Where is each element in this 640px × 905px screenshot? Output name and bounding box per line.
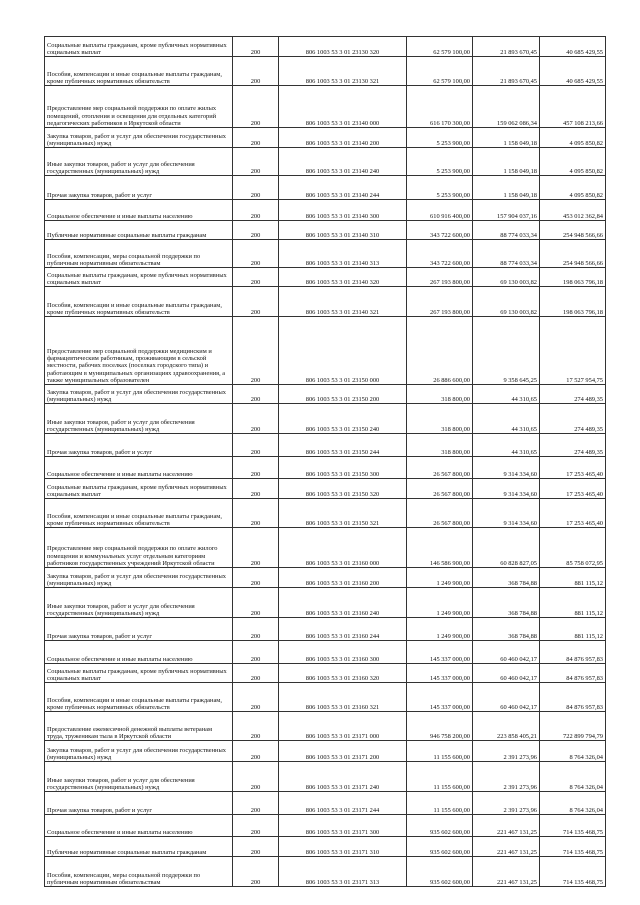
executed-amount-cell: 157 904 037,16 [473,200,540,221]
indicator-name-cell: Прочая закупка товаров, работ и услуг [45,618,233,641]
line-code-cell: 200 [233,762,279,792]
line-code-cell: 200 [233,479,279,499]
approved-amount-cell: 343 722 600,00 [407,240,473,268]
indicator-name-cell: Закупка товаров, работ и услуг для обеспечения государственных (муниципальных) нужд [45,568,233,588]
executed-amount-cell: 1 158 049,18 [473,176,540,200]
approved-amount-cell: 1 249 900,00 [407,588,473,618]
table-row [45,568,606,588]
line-code-cell: 200 [233,664,279,683]
executed-amount-cell: 9 314 334,60 [473,499,540,528]
line-code-cell: 200 [233,37,279,57]
unexecuted-amount-cell: 714 135 468,75 [540,857,606,887]
budget-classification-code-cell: 806 1003 53 3 01 23140 321 [279,287,407,317]
approved-amount-cell: 343 722 600,00 [407,221,473,240]
executed-amount-cell: 60 460 042,17 [473,641,540,664]
unexecuted-amount-cell: 8 764 326,04 [540,741,606,762]
table-row [45,385,606,404]
unexecuted-amount-cell: 84 876 957,83 [540,683,606,712]
line-code-cell: 200 [233,287,279,317]
unexecuted-amount-cell: 84 876 957,83 [540,641,606,664]
budget-classification-code-cell: 806 1003 53 3 01 23150 300 [279,457,407,479]
line-code-cell: 200 [233,148,279,176]
approved-amount-cell: 145 337 000,00 [407,664,473,683]
unexecuted-amount-cell: 457 108 213,66 [540,86,606,128]
budget-classification-code-cell: 806 1003 53 3 01 23140 200 [279,128,407,148]
line-code-cell: 200 [233,86,279,128]
executed-amount-cell: 221 467 131,25 [473,815,540,837]
approved-amount-cell: 935 602 600,00 [407,815,473,837]
budget-classification-code-cell: 806 1003 53 3 01 23150 200 [279,385,407,404]
approved-amount-cell: 145 337 000,00 [407,683,473,712]
line-code-cell: 200 [233,815,279,837]
indicator-name-cell: Иные закупки товаров, работ и услуг для обеспечения государственных (муниципальных) нужд [45,762,233,792]
executed-amount-cell: 21 893 670,45 [473,57,540,86]
approved-amount-cell: 1 249 900,00 [407,618,473,641]
indicator-name-cell: Закупка товаров, работ и услуг для обеспечения государственных (муниципальных) нужд [45,128,233,148]
line-code-cell: 200 [233,568,279,588]
table-row [45,176,606,200]
approved-amount-cell: 946 758 200,00 [407,712,473,741]
line-code-cell: 200 [233,792,279,815]
unexecuted-amount-cell: 40 685 429,55 [540,37,606,57]
table-row [45,528,606,568]
table-row [45,128,606,148]
budget-classification-code-cell: 806 1003 53 3 01 23150 000 [279,317,407,385]
indicator-name-cell: Пособия, компенсации и иные социальные выплаты гражданам, кроме публичных нормативных обязательств [45,683,233,712]
table-row [45,240,606,268]
budget-classification-code-cell: 806 1003 53 3 01 23160 240 [279,588,407,618]
line-code-cell: 200 [233,385,279,404]
budget-classification-code-cell: 806 1003 53 3 01 23140 000 [279,86,407,128]
table-row [45,317,606,385]
executed-amount-cell: 88 774 033,34 [473,221,540,240]
approved-amount-cell: 26 886 600,00 [407,317,473,385]
budget-classification-code-cell: 806 1003 53 3 01 23171 240 [279,762,407,792]
line-code-cell: 200 [233,200,279,221]
unexecuted-amount-cell: 17 253 465,40 [540,457,606,479]
budget-classification-code-cell: 806 1003 53 3 01 23140 313 [279,240,407,268]
executed-amount-cell: 44 310,65 [473,404,540,434]
unexecuted-amount-cell: 17 253 465,40 [540,499,606,528]
indicator-name-cell: Предоставление мер социальной поддержки по оплате жилых помещений, отопления и освещения для отдельных категорий педагогических работников в Иркутской области [45,86,233,128]
approved-amount-cell: 1 249 900,00 [407,568,473,588]
approved-amount-cell: 146 586 900,00 [407,528,473,568]
table-row [45,641,606,664]
line-code-cell: 200 [233,317,279,385]
budget-classification-code-cell: 806 1003 53 3 01 23160 300 [279,641,407,664]
table-row [45,815,606,837]
budget-classification-code-cell: 806 1003 53 3 01 23140 320 [279,268,407,287]
executed-amount-cell: 9 358 645,25 [473,317,540,385]
table-row [45,664,606,683]
line-code-cell: 200 [233,499,279,528]
table-row [45,457,606,479]
approved-amount-cell: 26 567 800,00 [407,479,473,499]
table-row [45,712,606,741]
indicator-name-cell: Иные закупки товаров, работ и услуг для обеспечения государственных (муниципальных) нужд [45,148,233,176]
indicator-name-cell: Закупка товаров, работ и услуг для обеспечения государственных (муниципальных) нужд [45,741,233,762]
line-code-cell: 200 [233,588,279,618]
approved-amount-cell: 5 253 900,00 [407,148,473,176]
unexecuted-amount-cell: 17 527 954,75 [540,317,606,385]
table-row [45,57,606,86]
indicator-name-cell: Закупка товаров, работ и услуг для обеспечения государственных (муниципальных) нужд [45,385,233,404]
table-row [45,741,606,762]
unexecuted-amount-cell: 881 115,12 [540,588,606,618]
indicator-name-cell: Социальные выплаты гражданам, кроме публичных нормативных социальных выплат [45,664,233,683]
executed-amount-cell: 21 893 670,45 [473,37,540,57]
unexecuted-amount-cell: 881 115,12 [540,568,606,588]
budget-classification-code-cell: 806 1003 53 3 01 23171 244 [279,792,407,815]
indicator-name-cell: Социальное обеспечение и иные выплаты населению [45,815,233,837]
unexecuted-amount-cell: 881 115,12 [540,618,606,641]
line-code-cell: 200 [233,128,279,148]
executed-amount-cell: 221 467 131,25 [473,837,540,857]
executed-amount-cell: 223 858 405,21 [473,712,540,741]
table-row [45,200,606,221]
approved-amount-cell: 318 800,00 [407,404,473,434]
budget-classification-code-cell: 806 1003 53 3 01 23130 321 [279,57,407,86]
indicator-name-cell: Иные закупки товаров, работ и услуг для обеспечения государственных (муниципальных) нужд [45,588,233,618]
table-row [45,618,606,641]
unexecuted-amount-cell: 84 876 957,83 [540,664,606,683]
unexecuted-amount-cell: 254 948 566,66 [540,221,606,240]
table-row [45,837,606,857]
budget-classification-code-cell: 806 1003 53 3 01 23130 320 [279,37,407,57]
unexecuted-amount-cell: 714 135 468,75 [540,837,606,857]
line-code-cell: 200 [233,641,279,664]
table-row [45,683,606,712]
line-code-cell: 200 [233,857,279,887]
budget-classification-code-cell: 806 1003 53 3 01 23171 310 [279,837,407,857]
unexecuted-amount-cell: 198 063 796,18 [540,287,606,317]
approved-amount-cell: 616 170 300,00 [407,86,473,128]
indicator-name-cell: Пособия, компенсации, меры социальной поддержки по публичным нормативным обязательствам [45,240,233,268]
indicator-name-cell: Прочая закупка товаров, работ и услуг [45,176,233,200]
unexecuted-amount-cell: 4 095 850,82 [540,176,606,200]
budget-classification-code-cell: 806 1003 53 3 01 23171 000 [279,712,407,741]
approved-amount-cell: 11 155 600,00 [407,792,473,815]
budget-classification-code-cell: 806 1003 53 3 01 23160 000 [279,528,407,568]
indicator-name-cell: Социальное обеспечение и иные выплаты населению [45,641,233,664]
indicator-name-cell: Иные закупки товаров, работ и услуг для обеспечения государственных (муниципальных) нужд [45,404,233,434]
approved-amount-cell: 5 253 900,00 [407,176,473,200]
unexecuted-amount-cell: 8 764 326,04 [540,792,606,815]
budget-classification-code-cell: 806 1003 53 3 01 23140 300 [279,200,407,221]
table-row [45,857,606,887]
executed-amount-cell: 60 460 042,17 [473,664,540,683]
approved-amount-cell: 11 155 600,00 [407,741,473,762]
table-row [45,762,606,792]
table-body [45,37,606,887]
table-row [45,404,606,434]
executed-amount-cell: 368 784,88 [473,568,540,588]
line-code-cell: 200 [233,434,279,457]
budget-classification-code-cell: 806 1003 53 3 01 23150 244 [279,434,407,457]
indicator-name-cell: Социальные выплаты гражданам, кроме публичных нормативных социальных выплат [45,37,233,57]
executed-amount-cell: 9 314 334,60 [473,457,540,479]
indicator-name-cell: Пособия, компенсации, меры социальной поддержки по публичным нормативным обязательствам [45,857,233,887]
table-row [45,479,606,499]
executed-amount-cell: 2 391 273,96 [473,741,540,762]
executed-amount-cell: 159 062 086,34 [473,86,540,128]
budget-classification-code-cell: 806 1003 53 3 01 23140 310 [279,221,407,240]
executed-amount-cell: 368 784,88 [473,618,540,641]
approved-amount-cell: 267 193 800,00 [407,268,473,287]
indicator-name-cell: Публичные нормативные социальные выплаты гражданам [45,837,233,857]
executed-amount-cell: 88 774 033,34 [473,240,540,268]
unexecuted-amount-cell: 722 899 794,79 [540,712,606,741]
line-code-cell: 200 [233,528,279,568]
line-code-cell: 200 [233,404,279,434]
indicator-name-cell: Прочая закупка товаров, работ и услуг [45,434,233,457]
line-code-cell: 200 [233,221,279,240]
executed-amount-cell: 9 314 334,60 [473,479,540,499]
approved-amount-cell: 610 916 400,00 [407,200,473,221]
budget-execution-table [44,36,606,887]
line-code-cell: 200 [233,176,279,200]
table-row [45,588,606,618]
table-row [45,86,606,128]
line-code-cell: 200 [233,240,279,268]
table-row [45,287,606,317]
line-code-cell: 200 [233,57,279,86]
unexecuted-amount-cell: 274 489,35 [540,434,606,457]
indicator-name-cell: Пособия, компенсации и иные социальные выплаты гражданам, кроме публичных нормативных обязательств [45,287,233,317]
unexecuted-amount-cell: 274 489,35 [540,385,606,404]
executed-amount-cell: 44 310,65 [473,434,540,457]
executed-amount-cell: 2 391 273,96 [473,792,540,815]
line-code-cell: 200 [233,741,279,762]
approved-amount-cell: 62 579 100,00 [407,57,473,86]
unexecuted-amount-cell: 714 135 468,75 [540,815,606,837]
budget-classification-code-cell: 806 1003 53 3 01 23150 240 [279,404,407,434]
executed-amount-cell: 1 158 049,18 [473,128,540,148]
approved-amount-cell: 318 800,00 [407,434,473,457]
approved-amount-cell: 62 579 100,00 [407,37,473,57]
table-row [45,148,606,176]
unexecuted-amount-cell: 4 095 850,82 [540,128,606,148]
indicator-name-cell: Предоставление мер социальной поддержки по оплате жилого помещения и коммунальных услуг отдельным категориям работников государственных учреждений Иркутской области [45,528,233,568]
line-code-cell: 200 [233,457,279,479]
line-code-cell: 200 [233,683,279,712]
unexecuted-amount-cell: 198 063 796,18 [540,268,606,287]
indicator-name-cell: Социальные выплаты гражданам, кроме публичных нормативных социальных выплат [45,479,233,499]
budget-classification-code-cell: 806 1003 53 3 01 23140 244 [279,176,407,200]
report-page [44,36,605,887]
approved-amount-cell: 318 800,00 [407,385,473,404]
budget-classification-code-cell: 806 1003 53 3 01 23150 321 [279,499,407,528]
executed-amount-cell: 60 828 827,05 [473,528,540,568]
executed-amount-cell: 2 391 273,96 [473,762,540,792]
line-code-cell: 200 [233,712,279,741]
executed-amount-cell: 69 130 003,82 [473,287,540,317]
indicator-name-cell: Прочая закупка товаров, работ и услуг [45,792,233,815]
executed-amount-cell: 60 460 042,17 [473,683,540,712]
approved-amount-cell: 935 602 600,00 [407,837,473,857]
unexecuted-amount-cell: 4 095 850,82 [540,148,606,176]
approved-amount-cell: 11 155 600,00 [407,762,473,792]
approved-amount-cell: 5 253 900,00 [407,128,473,148]
unexecuted-amount-cell: 17 253 465,40 [540,479,606,499]
approved-amount-cell: 26 567 800,00 [407,499,473,528]
unexecuted-amount-cell: 40 685 429,55 [540,57,606,86]
budget-classification-code-cell: 806 1003 53 3 01 23160 200 [279,568,407,588]
indicator-name-cell: Пособия, компенсации и иные социальные выплаты гражданам, кроме публичных нормативных обязательств [45,57,233,86]
unexecuted-amount-cell: 254 948 566,66 [540,240,606,268]
budget-classification-code-cell: 806 1003 53 3 01 23160 244 [279,618,407,641]
approved-amount-cell: 26 567 800,00 [407,457,473,479]
table-row [45,792,606,815]
budget-classification-code-cell: 806 1003 53 3 01 23171 200 [279,741,407,762]
indicator-name-cell: Социальные выплаты гражданам, кроме публичных нормативных социальных выплат [45,268,233,287]
table-row [45,499,606,528]
table-row [45,434,606,457]
line-code-cell: 200 [233,618,279,641]
unexecuted-amount-cell: 8 764 326,04 [540,762,606,792]
indicator-name-cell: Предоставление мер социальной поддержки медицинским и фармацевтическим работникам, проживающим в сельской местности, рабочих поселках (поселках городского типа) и работающим в муниципальных организациях здравоохранения, а также муниципальных образователен [45,317,233,385]
indicator-name-cell: Социальное обеспечение и иные выплаты населению [45,200,233,221]
indicator-name-cell: Пособия, компенсации и иные социальные выплаты гражданам, кроме публичных нормативных обязательств [45,499,233,528]
table-row [45,221,606,240]
approved-amount-cell: 935 602 600,00 [407,857,473,887]
unexecuted-amount-cell: 85 758 072,95 [540,528,606,568]
budget-classification-code-cell: 806 1003 53 3 01 23171 313 [279,857,407,887]
budget-classification-code-cell: 806 1003 53 3 01 23171 300 [279,815,407,837]
line-code-cell: 200 [233,268,279,287]
budget-classification-code-cell: 806 1003 53 3 01 23160 320 [279,664,407,683]
budget-classification-code-cell: 806 1003 53 3 01 23150 320 [279,479,407,499]
indicator-name-cell: Публичные нормативные социальные выплаты гражданам [45,221,233,240]
unexecuted-amount-cell: 274 489,35 [540,404,606,434]
budget-classification-code-cell: 806 1003 53 3 01 23140 240 [279,148,407,176]
approved-amount-cell: 145 337 000,00 [407,641,473,664]
table-row [45,37,606,57]
table-row [45,268,606,287]
executed-amount-cell: 44 310,65 [473,385,540,404]
executed-amount-cell: 368 784,88 [473,588,540,618]
unexecuted-amount-cell: 453 012 362,84 [540,200,606,221]
budget-classification-code-cell: 806 1003 53 3 01 23160 321 [279,683,407,712]
indicator-name-cell: Социальное обеспечение и иные выплаты населению [45,457,233,479]
executed-amount-cell: 69 130 003,82 [473,268,540,287]
approved-amount-cell: 267 193 800,00 [407,287,473,317]
executed-amount-cell: 221 467 131,25 [473,857,540,887]
executed-amount-cell: 1 158 049,18 [473,148,540,176]
indicator-name-cell: Предоставление ежемесячной денежной выплаты ветеранам труда, труженикам тыла в Иркутской области [45,712,233,741]
line-code-cell: 200 [233,837,279,857]
